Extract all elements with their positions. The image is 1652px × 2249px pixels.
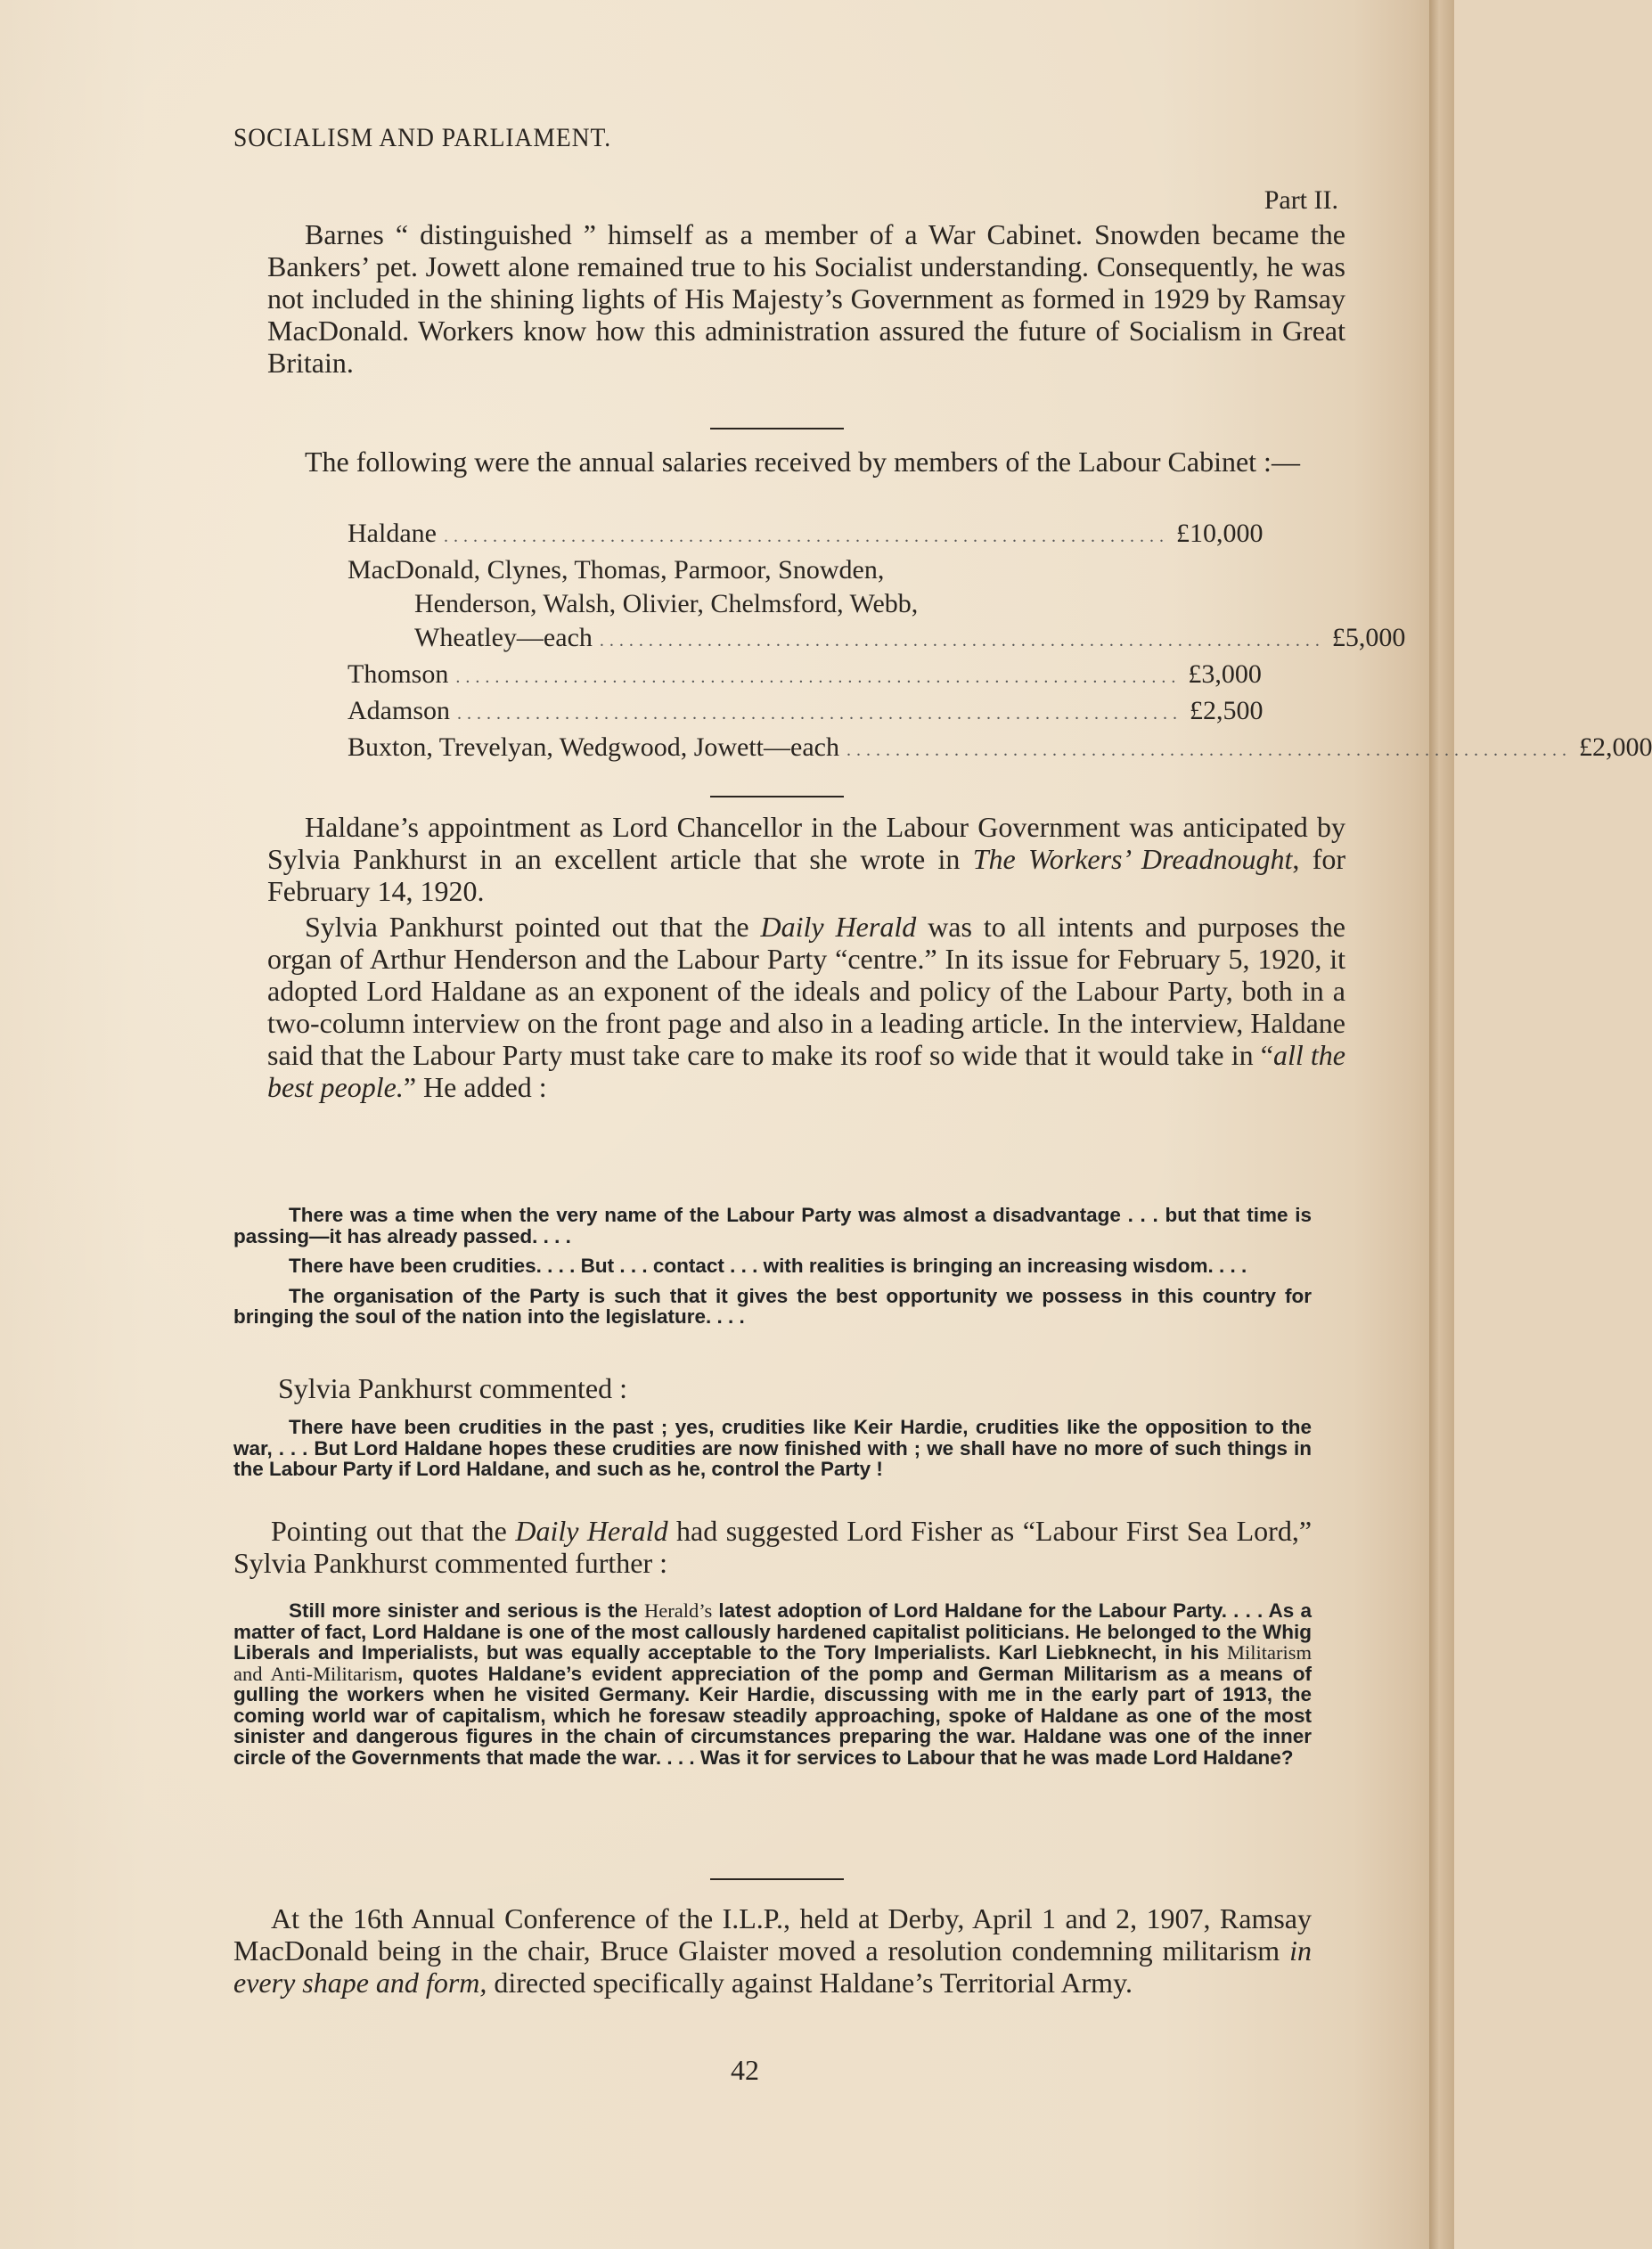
salary-row: Adamson .......................................................................... £2,500 bbox=[348, 694, 1239, 731]
publication-title: Daily Herald bbox=[515, 1515, 668, 1547]
salary-row: MacDonald, Clynes, Thomas, Parmoor, Snowden, Henderson, Walsh, Olivier, Chelmsford, Webb, Wheatley—each .......................................................................... £5,000 bbox=[348, 553, 1239, 658]
salary-row: Haldane .......................................................................... £10,000 bbox=[348, 517, 1239, 553]
section-divider bbox=[710, 428, 844, 429]
paragraph-ilp-conference: At the 16th Annual Conference of the I.L.P., held at Derby, April 1 and 2, 1907, Ramsay MacDonald being in the chair, Bruce Glaister moved a resolution condemning militarism in every shape and form, directed specifically against Haldane’s Territorial Army. bbox=[233, 1902, 1312, 1999]
paragraph-fisher: Pointing out that the Daily Herald had suggested Lord Fisher as “Labour First Sea Lord,” Sylvia Pankhurst commented further : bbox=[233, 1515, 1313, 1579]
book-title: Militarism and Anti-Militarism bbox=[233, 1641, 1312, 1685]
paragraph-barnes: Barnes “ distinguished ” himself as a member of a War Cabinet. Snowden became the Bankers’ pet. Jowett alone remained true to his Socialist understanding. Consequently, he was not included in the shining lights of His Majesty’s Government as formed in 1929 by Ramsay MacDonald. Workers know how this administration assured the future of Socialism in Great Britain. bbox=[267, 218, 1345, 379]
salary-row: Buxton, Trevelyan, Wedgwood, Jowett—each .......................................................................... £2,000 bbox=[348, 731, 1239, 767]
publication-title: Daily Herald bbox=[760, 911, 917, 943]
salaries-intro: The following were the annual salaries received by members of the Labour Cabinet :— bbox=[305, 446, 1300, 478]
page-edge bbox=[1429, 0, 1454, 2249]
commented-line: Sylvia Pankhurst commented : bbox=[278, 1372, 627, 1404]
running-title: SOCIALISM AND PARLIAMENT. bbox=[233, 123, 612, 152]
salary-row: Thomson .......................................................................... £3,000 bbox=[348, 658, 1239, 694]
salary-amount: £2,000 bbox=[1578, 732, 1652, 762]
publication-title: The Workers’ Dreadnought bbox=[972, 843, 1293, 875]
salary-amount: £3,000 bbox=[1188, 659, 1262, 689]
salary-amount: £10,000 bbox=[1175, 519, 1264, 548]
pankhurst-quote-2: Still more sinister and serious is the Herald’s latest adoption of Lord Haldane for the Labour Party. . . . As a matter of fact, Lord Haldane is one of the most callously hardened capitalist politicians. He belonged to the Whig Liberals and Imperialists, but was equally acceptable to the Tory Imperialists. Karl Liebknecht, in his Militarism and Anti-Militarism, quotes Haldane’s evident appreciation of the pomp and German Militarism as a means of gulling the workers when he visited Germany. Keir Hardie, discussing with me in the early part of 1913, the coming world war of capitalism, which he foresaw steadily approaching, spoke of Haldane as one of the most sinister and dangerous figures in the chain of circumstances preparing the war. Haldane was one of the inner circle of the Governments that made the war. . . . Was it for services to Labour that he was made Lord Haldane? bbox=[233, 1599, 1312, 1769]
salary-amount: £5,000 bbox=[1331, 623, 1406, 652]
pankhurst-quote-1: There have been crudities in the past ; yes, crudities like Keir Hardie, crudities like the opposition to the war, . . . But Lord Haldane hopes these crudities are now finished with ; we shall have no more of such things in the Labour Party if Lord Haldane, and such as he, control the Party ! bbox=[233, 1416, 1312, 1480]
salary-amount: £2,500 bbox=[1190, 696, 1264, 725]
page-number: 42 bbox=[731, 2054, 759, 2086]
section-divider bbox=[710, 796, 844, 797]
section-divider bbox=[710, 1878, 844, 1880]
paragraph-haldane-appointment: Haldane’s appointment as Lord Chancellor in the Labour Government was anticipated by Sylvia Pankhurst in an excellent article that she wrote in The Workers’ Dreadnought, for February 14, 1920. Sylvia Pankhurst pointed out that the Daily Herald was to all intents and purposes the organ of Arthur Henderson and the Labour Party “centre.” In its issue for February 5, 1920, it adopted Lord Haldane as an exponent of the ideals and policy of the Labour Party, both in a two-column interview on the front page and also in a leading article. In the interview, Haldane said that the Labour Party must take care to make its roof so wide that it would take in “all the best people.” He added : bbox=[267, 811, 1346, 1103]
salary-table bbox=[348, 517, 1652, 767]
part-label: Part II. bbox=[1264, 185, 1338, 215]
haldane-quote: There was a time when the very name of the Labour Party was almost a disadvantage . . . but that time is passing—it has already passed. . . . There have been crudities. . . . But . . . contact . . . with realities is bringing an increasing wisdom. . . . The organisation of the Party is such that it gives the best opportunity we possess in this country for bringing the soul of the nation into the legislature. . . . bbox=[233, 1204, 1312, 1328]
